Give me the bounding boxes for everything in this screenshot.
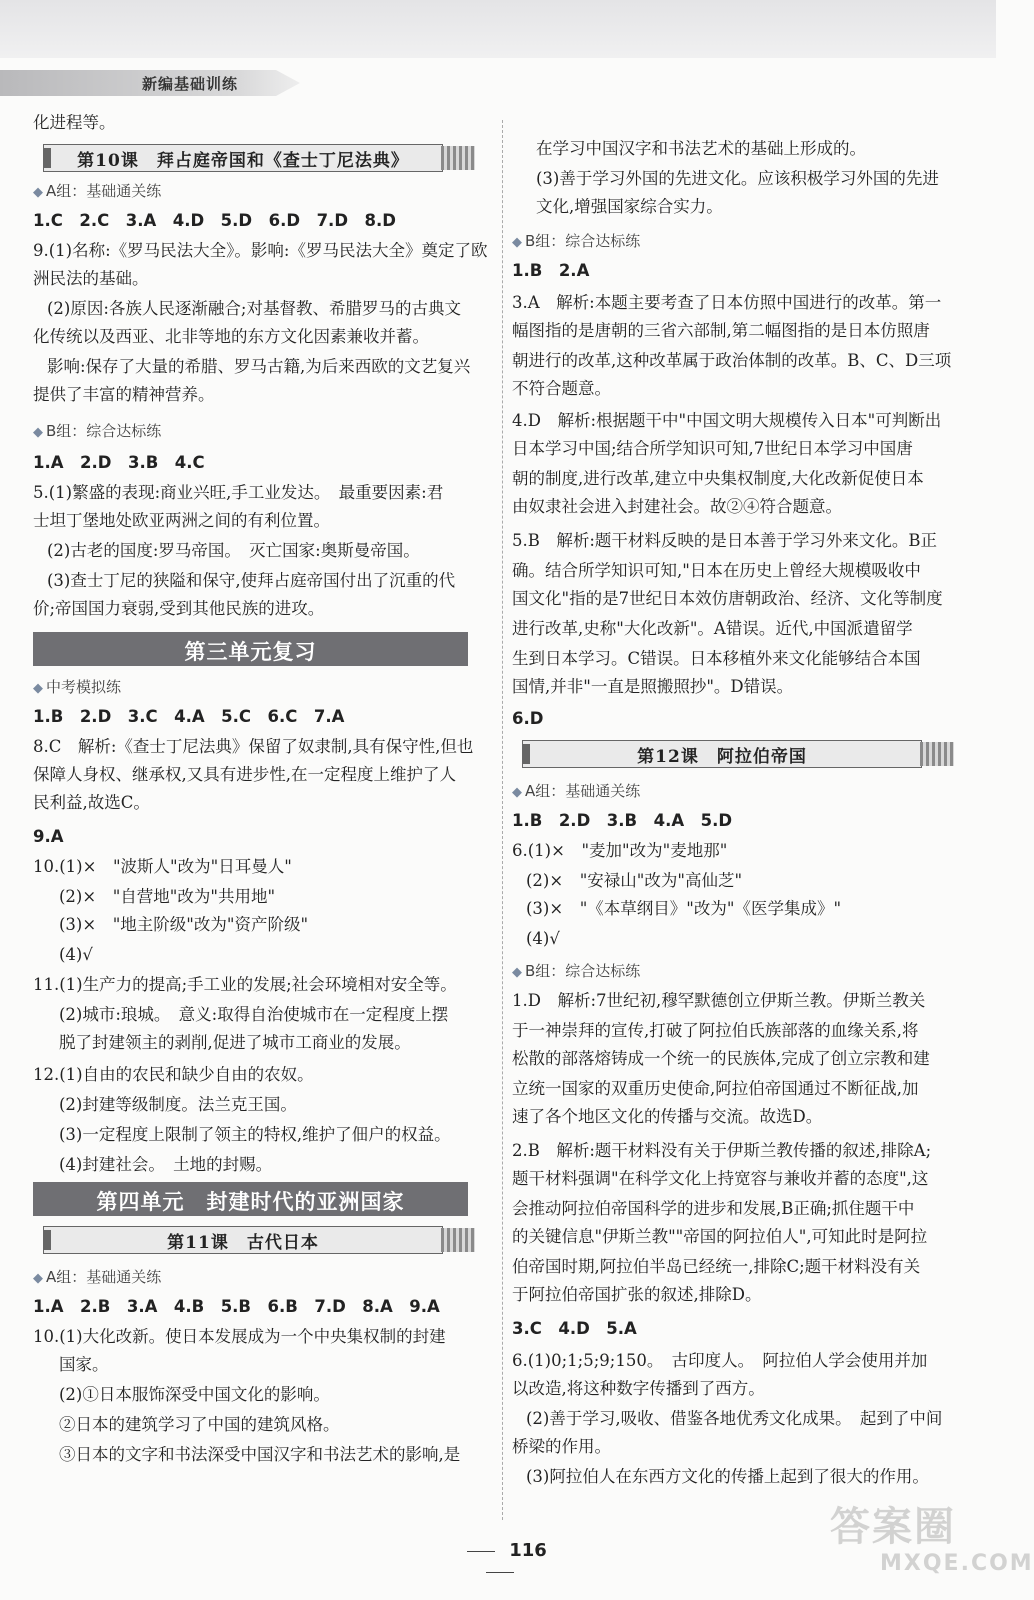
answer-line: 立统一国家的双重历史使命,阿拉伯帝国通过不断征战,加	[512, 1079, 919, 1098]
watermark-text: 答案圈	[830, 1504, 956, 1550]
answer-line: 于阿拉伯帝国扩张的叙述,排除D。	[512, 1285, 762, 1304]
answer-line: 5.(1)繁盛的表现:商业兴旺,手工业发达。 最重要因素:君	[33, 483, 444, 502]
lesson-10-heading	[43, 144, 473, 172]
answer-line: 生到日本学习。C错误。日本移植外来文化能够结合本国	[512, 649, 921, 668]
answer-line: (3)× "地主阶级"改为"资产阶级"	[59, 915, 309, 934]
answer-line: 脱了封建领主的剥削,促进了城市工商业的发展。	[59, 1033, 411, 1052]
answer-line: 1.B 2.D 3.C 4.A 5.C 6.C 7.A	[33, 707, 345, 726]
answer-line: 10.(1)大化改新。使日本发展成为一个中央集权制的封建	[33, 1327, 446, 1346]
answer-line: (3)善于学习外国的先进文化。应该积极学习外国的先进	[536, 169, 939, 188]
answer-line: 6.D	[512, 709, 544, 728]
answer-line: 影响:保存了大量的希腊、罗马古籍,为后来西欧的文艺复兴	[47, 357, 471, 376]
answer-line: 化传统以及西亚、北非等地的东方文化因素兼收并蓄。	[33, 327, 429, 346]
answer-line: 5.B 解析:题干材料反映的是日本善于学习外来文化。B正	[512, 531, 938, 550]
answer-line: 以改造,将这种数字传播到了西方。	[512, 1379, 765, 1398]
watermark-url: MXQE.COM	[880, 1551, 1034, 1576]
diamond-icon: ◆	[33, 425, 43, 440]
answer-line: 进行改革,史称"大化改新"。A错误。近代,中国派遣留学	[512, 619, 913, 638]
answer-line: (3)查士丁尼的狭隘和保守,使拜占庭帝国付出了沉重的代	[47, 571, 456, 590]
answer-line: 朝进行的改革,这种改革属于政治体制的改革。B、C、D三项	[512, 351, 952, 370]
answer-line: 1.A 2.D 3.B 4.C	[33, 453, 205, 472]
answer-line: 于一神崇拜的宣传,打破了阿拉伯氏族部落的血缘关系,将	[512, 1021, 919, 1040]
unit-4-banner	[33, 1182, 468, 1216]
answer-line: (2)古老的国度:罗马帝国。 灭亡国家:奥斯曼帝国。	[47, 541, 420, 560]
answer-line: 不符合题意。	[512, 379, 611, 398]
answer-line: 1.D 解析:7世纪初,穆罕默德创立伊斯兰教。伊斯兰教关	[512, 991, 926, 1010]
answer-line: (3)× "《本草纲目》"改为"《医学集成》"	[526, 899, 842, 918]
answer-line: 国文化"指的是7世纪日本效仿唐朝政治、经济、文化等制度	[512, 589, 943, 608]
answer-line: (2)①日本服饰深受中国文化的影响。	[59, 1385, 330, 1404]
group-label-text: A组：基础通关练	[46, 182, 162, 200]
answer-line: 提供了丰富的精神营养。	[33, 385, 215, 404]
lesson-11-heading	[43, 1226, 473, 1254]
answer-line: (2)× "安禄山"改为"高仙芝"	[526, 871, 743, 890]
answer-line: (3)阿拉伯人在东西方文化的传播上起到了很大的作用。	[526, 1467, 929, 1486]
page-number-text: 116	[509, 1540, 547, 1561]
answer-line: 由奴隶社会进入封建社会。故②④符合题意。	[512, 497, 842, 516]
unit-3-banner	[33, 632, 468, 666]
answer-line: 4.D 解析:根据题干中"中国文明大规模传入日本"可判断出	[512, 411, 942, 430]
answer-line: 1.B 2.A	[512, 261, 590, 280]
unit-title: 第三单元复习	[184, 640, 317, 664]
diamond-icon: ◆	[33, 681, 43, 696]
column-divider	[502, 120, 503, 1520]
answer-line: 桥梁的作用。	[512, 1437, 611, 1456]
answer-line: (4)√	[526, 929, 560, 948]
group-label	[512, 230, 640, 254]
answer-line: 价;帝国国力衰弱,受到其他民族的进攻。	[33, 599, 325, 618]
lesson-banner-tail	[441, 1228, 475, 1252]
dash-left	[467, 1551, 495, 1552]
lesson-banner-tail	[920, 742, 954, 766]
header-bookmark	[0, 70, 300, 96]
answer-line: 朝的制度,进行改革,建立中央集权制度,大化改新促使日本	[512, 469, 924, 488]
answer-line: 速了各个地区文化的传播与交流。故选D。	[512, 1107, 823, 1126]
answer-line: (2)城市:琅城。 意义:取得自治使城市在一定程度上摆	[59, 1005, 449, 1024]
diamond-icon: ◆	[33, 1271, 43, 1286]
answer-line: 12.(1)自由的农民和缺少自由的农奴。	[33, 1065, 314, 1084]
answer-line: 10.(1)× "波斯人"改为"日耳曼人"	[33, 857, 292, 876]
answer-line: 会推动阿拉伯帝国科学的进步和发展,B正确;抓住题干中	[512, 1199, 915, 1218]
group-label	[33, 1266, 161, 1290]
answer-line: (2)封建等级制度。法兰克王国。	[59, 1095, 297, 1114]
answer-line: 伯帝国时期,阿拉伯半岛已经统一,排除C;题干材料没有关	[512, 1257, 921, 1276]
answer-line: 6.(1)× "麦加"改为"麦地那"	[512, 841, 728, 860]
answer-line: (2)原因:各族人民逐渐融合;对基督教、希腊罗马的古典文	[47, 299, 461, 318]
answer-line: 3.A 解析:本题主要考查了日本仿照中国进行的改革。第一	[512, 293, 942, 312]
text-line: 化进程等。	[33, 113, 116, 132]
answer-line: (2)× "自营地"改为"共用地"	[59, 887, 276, 906]
group-label-text: B组：综合达标练	[525, 962, 641, 980]
dash-right	[486, 1572, 514, 1573]
group-label-text: B组：综合达标练	[525, 232, 641, 250]
answer-line: 9.A	[33, 827, 64, 846]
answer-line: ②日本的建筑学习了中国的建筑风格。	[59, 1415, 340, 1434]
answer-line: 1.C 2.C 3.A 4.D 5.D 6.D 7.D 8.D	[33, 211, 396, 230]
answer-line: 确。结合所学知识可知,"日本在历史上曾经大规模吸收中	[512, 561, 921, 580]
answer-line: 11.(1)生产力的提高;手工业的发展;社会环境相对安全等。	[33, 975, 457, 994]
lesson-12-heading	[522, 740, 952, 768]
diamond-icon: ◆	[33, 185, 43, 200]
lesson-title: 第12课 阿拉伯帝国	[637, 747, 807, 767]
group-label-text: A组：基础通关练	[46, 1268, 162, 1286]
answer-line: 9.(1)名称:《罗马民法大全》。影响:《罗马民法大全》奠定了欧	[33, 241, 488, 260]
answer-line: 在学习中国汉字和书法艺术的基础上形成的。	[536, 139, 866, 158]
diamond-icon: ◆	[512, 235, 522, 250]
answer-line: 的关键信息"伊斯兰教""帝国的阿拉伯人",可知此时是阿拉	[512, 1227, 928, 1246]
answer-line: 文化,增强国家综合实力。	[536, 197, 723, 216]
answer-line: 1.A 2.B 3.A 4.B 5.B 6.B 7.D 8.A 9.A	[33, 1297, 440, 1316]
group-label	[512, 960, 640, 984]
answer-line: 松散的部落熔铸成一个统一的民族体,完成了创立宗教和建	[512, 1049, 930, 1068]
answer-line: 士坦丁堡地处欧亚两洲之间的有利位置。	[33, 511, 330, 530]
answer-line: ③日本的文字和书法深受中国汉字和书法艺术的影响,是	[59, 1445, 461, 1464]
group-label	[33, 420, 161, 444]
page-number	[430, 1540, 570, 1582]
answer-line: 民利益,故选C。	[33, 793, 150, 812]
answer-line: 国家。	[59, 1355, 109, 1374]
group-label-text: B组：综合达标练	[46, 422, 162, 440]
answer-line: 题干材料强调"在科学文化上持宽容与兼收并蓄的态度",这	[512, 1169, 929, 1188]
answer-line: 8.C 解析:《查士丁尼法典》保留了奴隶制,具有保守性,但也	[33, 737, 474, 756]
lesson-banner-tail	[441, 146, 475, 170]
unit-title: 第四单元 封建时代的亚洲国家	[96, 1190, 405, 1214]
diamond-icon: ◆	[512, 785, 522, 800]
answer-line: (4)封建社会。 土地的封赐。	[59, 1155, 273, 1174]
group-label-text: A组：基础通关练	[525, 782, 641, 800]
answer-line: 3.C 4.D 5.A	[512, 1319, 637, 1338]
answer-line: 6.(1)0;1;5;9;150。 古印度人。 阿拉伯人学会使用并加	[512, 1351, 928, 1370]
watermark-logo	[820, 1495, 1034, 1595]
answer-line: 幅图指的是唐朝的三省六部制,第二幅图指的是日本仿照唐	[512, 321, 930, 340]
answer-line: 保障人身权、继承权,又具有进步性,在一定程度上维护了人	[33, 765, 456, 784]
group-label	[33, 676, 121, 700]
group-label	[33, 180, 161, 204]
answer-line: 1.B 2.D 3.B 4.A 5.D	[512, 811, 733, 830]
top-band	[0, 0, 996, 58]
header-title: 新编基础训练	[142, 75, 239, 93]
answer-line: 日本学习中国;结合所学知识可知,7世纪日本学习中国唐	[512, 439, 913, 458]
answer-line: 洲民法的基础。	[33, 269, 149, 288]
answer-line: (2)善于学习,吸收、借鉴各地优秀文化成果。 起到了中间	[526, 1409, 943, 1428]
lesson-title: 第10课 拜占庭帝国和《查士丁尼法典》	[77, 151, 409, 171]
group-label	[512, 780, 640, 804]
answer-line: (3)一定程度上限制了领主的特权,维护了佃户的权益。	[59, 1125, 451, 1144]
answer-line: 国情,并非"一直是照搬照抄"。D错误。	[512, 677, 794, 696]
group-label-text: 中考模拟练	[46, 678, 122, 696]
answer-line: (4)√	[59, 945, 93, 964]
diamond-icon: ◆	[512, 965, 522, 980]
answer-line: 2.B 解析:题干材料没有关于伊斯兰教传播的叙述,排除A;	[512, 1141, 932, 1160]
lesson-title: 第11课 古代日本	[167, 1233, 319, 1253]
